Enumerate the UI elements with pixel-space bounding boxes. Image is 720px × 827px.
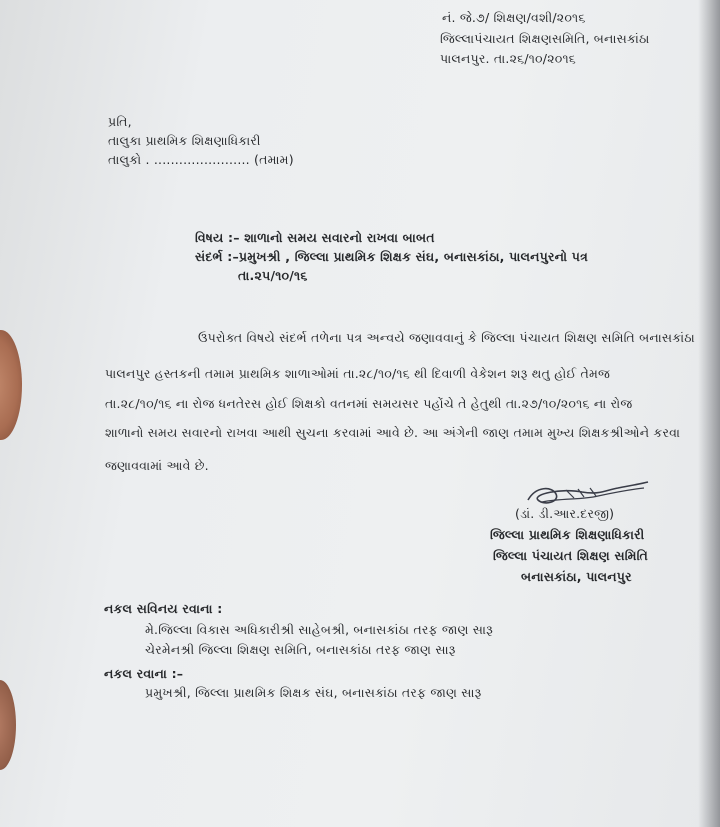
copy-item: ચેરમેનશ્રી જિલ્લા શિક્ષણ સમિતિ, બનાસકાંઠા તરફ જાણ સારૂ [145, 642, 456, 657]
finger-shadow [0, 330, 22, 440]
recipient-officer: તાલુકા પ્રાથમિક શિક્ષણાધિકારી [108, 133, 261, 148]
body-line: તા.૨૮/૧૦/૧૬ ના રોજ ધનતેરસ હોઈ શિક્ષકો વતનમાં સમયસર પહોંચે તે હેતુથી તા.૨૭/૧૦/૨૦૧૬ ના રોજ [105, 396, 633, 411]
subject-line: વિષય :– શાળાનો સમય સવારનો રાખવા બાબત [195, 230, 435, 245]
body-line: પાલનપુર હસ્તકની તમામ પ્રાથમિક શાળાઓમાં તા.૨૮/૧૦/૧૬ થી દિવાળી વેકેશન શરૂ થતુ હોઈ તેમજ [105, 366, 611, 381]
signatory-place: બનાસકાંઠા, પાલનપુર [521, 569, 632, 584]
copy-sent-heading: નકલ રવાના :– [104, 666, 184, 681]
body-line: જણાવવામાં આવે છે. [105, 458, 209, 473]
office-name: જિલ્લાપંચાયત શિક્ષણસમિતિ, બનાસકાંઠા [440, 31, 650, 46]
finger-shadow-lower [0, 680, 16, 770]
page-edge-shadow [698, 0, 720, 827]
reference-number: નં. જે.૭/ શિક્ષણ/વશી/૨૦૧૬ [442, 10, 586, 25]
copy-respectful-heading: નકલ સવિનય રવાના : [104, 601, 223, 616]
place-date: પાલનપુર. તા.૨૬/૧૦/૨૦૧૬ [440, 51, 576, 66]
recipient-taluka: તાલુકો . ....................... (તમામ) [108, 152, 294, 167]
body-line: ઉપરોક્ત વિષયે સંદર્ભ તળેના પત્ર અન્વયે જણાવવાનું કે જિલ્લા પંચાયત શિક્ષણ સમિતિ બનાસકાંઠા [198, 330, 695, 345]
signatory-name: (ડાં. ડી.આર.દરજી) [515, 506, 615, 521]
copy-item: પ્રમુખશ્રી, જિલ્લા પ્રાથમિક શિક્ષક સંઘ, બનાસકાંઠા તરફ જાણ સારૂ [145, 685, 482, 700]
signatory-designation: જિલ્લા પ્રાથમિક શિક્ષણાધિકારી [490, 527, 645, 542]
prati-label: પ્રતિ, [108, 114, 132, 129]
copy-item: મે.જિલ્લા વિકાસ અધિકારીશ્રી સાહેબશ્રી, બનાસકાંઠા તરફ જાણ સારૂ [145, 622, 493, 637]
reference-date: તા.૨૫/૧૦/૧૬ [238, 268, 308, 283]
body-line: શાળાનો સમય સવારનો રાખવા આથી સુચના કરવામાં આવે છે. આ અંગેની જાણ તમામ મુખ્ય શિક્ષકશ્રીઓને કરવા [105, 425, 681, 440]
reference-line: સંદર્ભ :–પ્રમુખશ્રી , જિલ્લા પ્રાથમિક શિક્ષક સંઘ, બનાસકાંઠા, પાલનપુરનો પત્ર [195, 249, 589, 264]
signatory-office: જિલ્લા પંચાયત શિક્ષણ સમિતિ [493, 548, 648, 563]
